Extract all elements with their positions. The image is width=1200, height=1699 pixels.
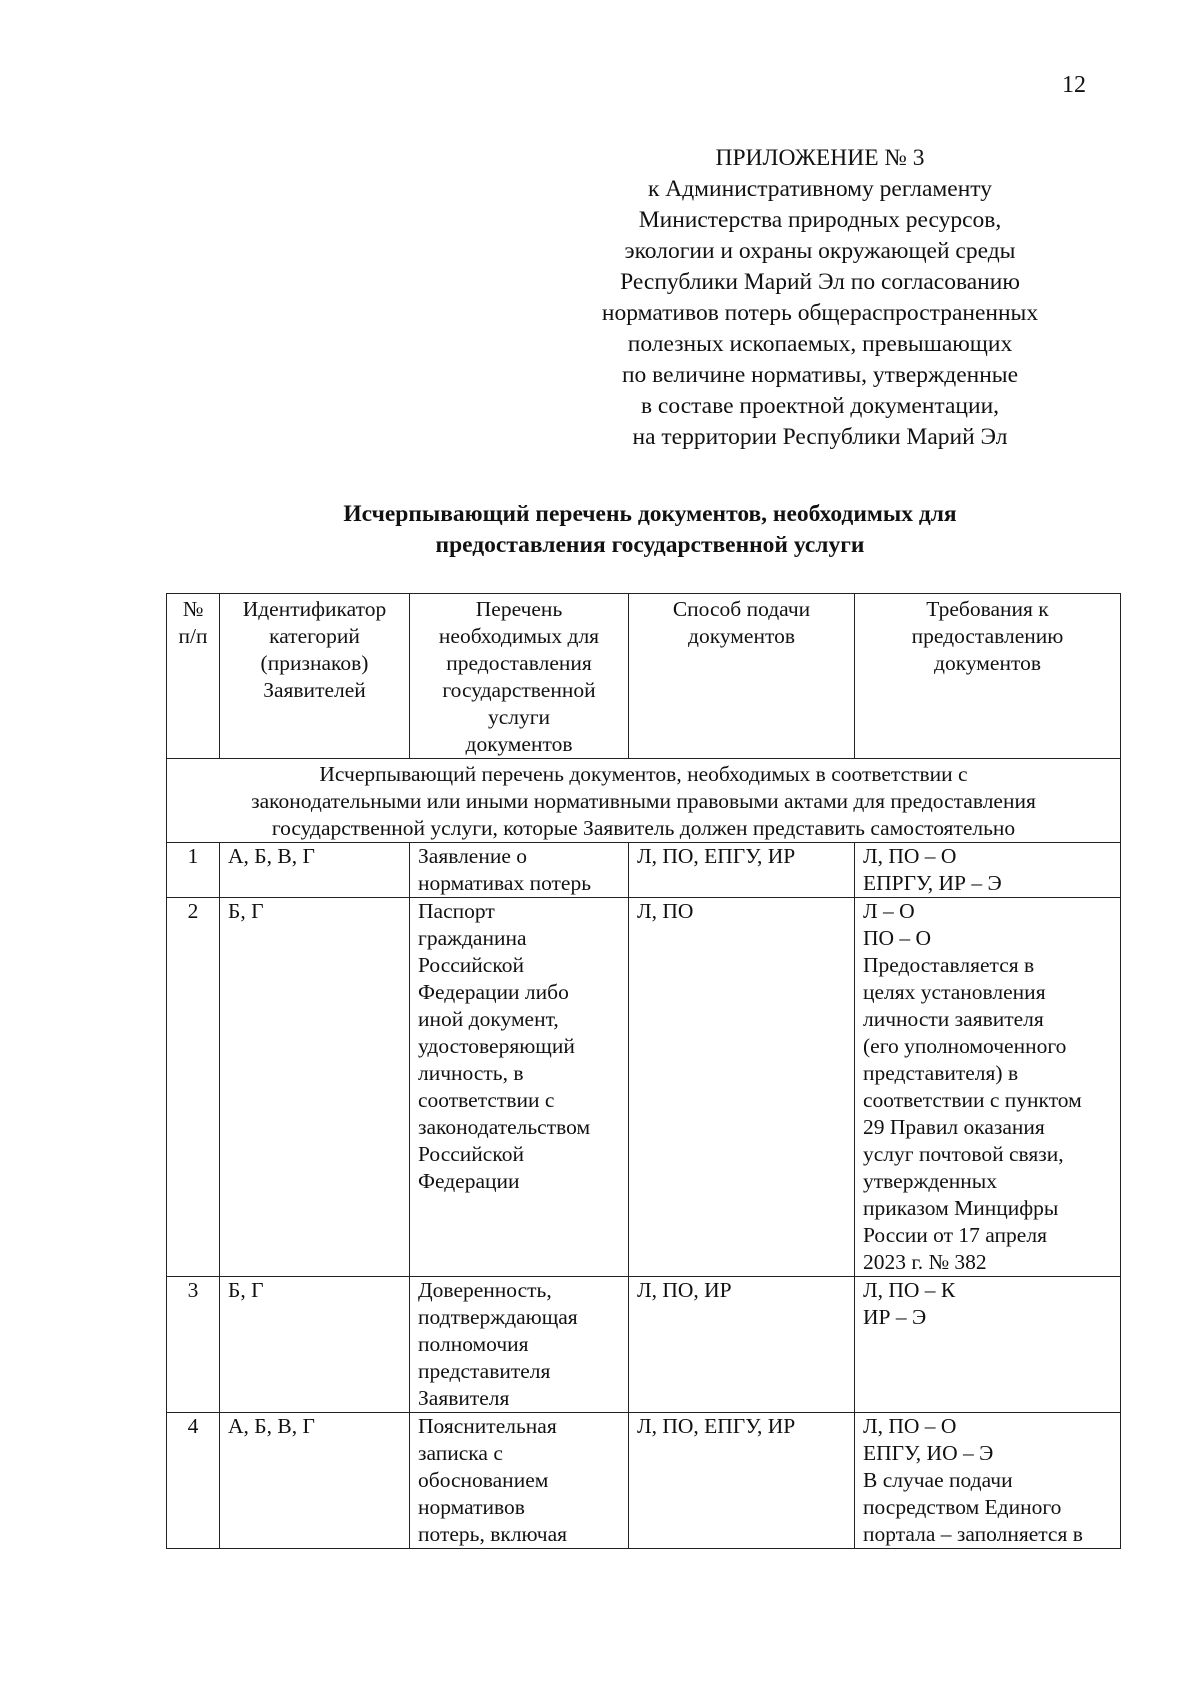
cell-line: соответствии с	[418, 1088, 555, 1112]
cell-line: Л – О	[863, 899, 915, 923]
cell-line: обоснованием	[418, 1468, 549, 1492]
cell-line: посредством Единого	[863, 1495, 1062, 1519]
cell-line: Л, ПО	[637, 899, 694, 923]
cell-line: государственной	[442, 678, 596, 702]
cell-identifier	[220, 1413, 410, 1549]
header-method	[629, 594, 855, 759]
table-row	[167, 1277, 1121, 1413]
cell-line: Российской	[418, 1142, 524, 1166]
cell-requirements	[855, 1413, 1121, 1549]
cell-line: документов	[688, 624, 795, 648]
cell-line: нормативах потерь	[418, 871, 592, 895]
cell-line: Б, Г	[228, 1278, 264, 1302]
appendix-line: Республики Марий Эл по согласованию	[620, 269, 1020, 295]
cell-line: портала – заполняется в	[863, 1522, 1083, 1546]
cell-line: п/п	[178, 624, 208, 648]
title-line: Исчерпывающий перечень документов, необходимых для	[343, 501, 957, 527]
cell-line: Заявителей	[263, 678, 366, 702]
cell-line: иной документ,	[418, 1007, 559, 1031]
cell-method	[629, 1277, 855, 1413]
cell-requirements	[855, 843, 1121, 898]
cell-method	[629, 898, 855, 1277]
cell-line: потерь, включая	[418, 1522, 568, 1546]
cell-line: полномочия	[418, 1332, 529, 1356]
appendix-line: ПРИЛОЖЕНИЕ № 3	[715, 145, 925, 171]
cell-line: (признаков)	[260, 651, 369, 675]
cell-line: ЕПГУ, ИО – Э	[863, 1441, 994, 1465]
cell-identifier	[220, 843, 410, 898]
header-num	[167, 594, 220, 759]
appendix-line: экологии и охраны окружающей среды	[624, 238, 1016, 264]
cell-line: подтверждающая	[418, 1305, 578, 1329]
cell-line: Федерации	[418, 1169, 520, 1193]
cell-line: ЕПРГУ, ИР – Э	[863, 871, 1002, 895]
cell-document	[410, 1413, 629, 1549]
cell-line: Способ подачи	[672, 597, 811, 621]
row-number: 1	[167, 843, 220, 898]
cell-line: услуги	[487, 705, 551, 729]
cell-line: документов	[934, 651, 1041, 675]
cell-requirements	[855, 1277, 1121, 1413]
table-row	[167, 843, 1121, 898]
cell-line: документов	[465, 732, 573, 756]
cell-line: Предоставляется в	[863, 953, 1035, 977]
document-title	[200, 499, 1100, 561]
cell-line: представителя	[418, 1359, 551, 1383]
cell-line: Л, ПО, ЕПГУ, ИР	[637, 1414, 796, 1438]
cell-line: Л, ПО – К	[863, 1278, 956, 1302]
header-requirements	[855, 594, 1121, 759]
cell-line: А, Б, В, Г	[228, 1414, 315, 1438]
cell-line: Исчерпывающий перечень документов, необходимых в соответствии с	[319, 762, 968, 786]
cell-line: целях установления	[863, 980, 1046, 1004]
cell-document	[410, 843, 629, 898]
appendix-line: Министерства природных ресурсов,	[638, 207, 1002, 233]
cell-line: гражданина	[418, 926, 527, 950]
cell-line: законодательством	[418, 1115, 591, 1139]
cell-line: №	[182, 597, 204, 621]
cell-line: Идентификатор	[242, 597, 387, 621]
cell-line: (его уполномоченного	[863, 1034, 1067, 1058]
cell-line: записка с	[418, 1441, 503, 1465]
header-documents	[410, 594, 629, 759]
cell-line: Федерации либо	[418, 980, 569, 1004]
cell-document	[410, 1277, 629, 1413]
cell-line: государственной услуги, которые Заявитель должен представить самостоятельно	[271, 816, 1016, 840]
cell-line: Л, ПО, ИР	[637, 1278, 732, 1302]
appendix-line: по величине нормативы, утвержденные	[621, 362, 1019, 388]
cell-method	[629, 843, 855, 898]
table-header-row	[167, 594, 1121, 759]
cell-requirements	[855, 898, 1121, 1277]
cell-line: услуг почтовой связи,	[863, 1142, 1064, 1166]
cell-line: утвержденных	[863, 1169, 998, 1193]
cell-line: личности заявителя	[863, 1007, 1044, 1031]
appendix-line: полезных ископаемых, превышающих	[627, 331, 1013, 357]
cell-line: В случае подачи	[863, 1468, 1013, 1492]
cell-line: Б, Г	[228, 899, 264, 923]
cell-identifier	[220, 898, 410, 1277]
cell-line: России от 17 апреля	[863, 1223, 1047, 1247]
cell-method	[629, 1413, 855, 1549]
cell-line: Пояснительная	[418, 1414, 557, 1438]
cell-line: приказом Минцифры	[863, 1196, 1059, 1220]
appendix-line: на территории Республики Марий Эл	[632, 424, 1008, 450]
appendix-line: нормативов потерь общераспространенных	[601, 300, 1039, 326]
cell-line: личность, в	[418, 1061, 524, 1085]
cell-line: ПО – О	[863, 926, 932, 950]
appendix-heading	[500, 143, 1140, 453]
cell-line: А, Б, В, Г	[228, 844, 315, 868]
cell-line: 2023 г. № 382	[863, 1250, 987, 1274]
table-row	[167, 898, 1121, 1277]
cell-line: 29 Правил оказания	[863, 1115, 1045, 1139]
cell-document	[410, 898, 629, 1277]
cell-line: предоставления	[446, 651, 592, 675]
cell-line: Доверенность,	[418, 1278, 552, 1302]
row-number: 2	[167, 898, 220, 1277]
section-title-row	[167, 759, 1121, 843]
title-line: предоставления государственной услуги	[435, 532, 865, 558]
cell-line: Л, ПО – О	[863, 1414, 957, 1438]
appendix-line: в составе проектной документации,	[640, 393, 1000, 419]
page-number: 12	[1062, 72, 1086, 98]
row-number: 4	[167, 1413, 220, 1549]
cell-line: нормативов	[418, 1495, 525, 1519]
header-identifier	[220, 594, 410, 759]
cell-line: категорий	[269, 624, 360, 648]
row-number: 3	[167, 1277, 220, 1413]
cell-line: соответствии с пунктом	[863, 1088, 1082, 1112]
cell-line: Российской	[418, 953, 524, 977]
cell-line: представителя) в	[863, 1061, 1019, 1085]
cell-line: Л, ПО, ЕПГУ, ИР	[637, 844, 796, 868]
cell-line: необходимых для	[438, 624, 600, 648]
cell-line: ИР – Э	[863, 1305, 927, 1329]
cell-line: Требования к	[926, 597, 1049, 621]
cell-line: Паспорт	[418, 899, 495, 923]
cell-line: законодательными или иными нормативными правовыми актами для предоставления	[251, 789, 1036, 813]
cell-identifier	[220, 1277, 410, 1413]
cell-line: Л, ПО – О	[863, 844, 957, 868]
cell-line: Заявителя	[418, 1386, 510, 1410]
cell-line: удостоверяющий	[418, 1034, 575, 1058]
appendix-line: к Административному регламенту	[647, 176, 993, 202]
documents-table	[166, 593, 1121, 1549]
cell-line: Перечень	[475, 597, 563, 621]
section-title	[167, 759, 1121, 843]
cell-line: Заявление о	[418, 844, 528, 868]
cell-line: предоставлению	[911, 624, 1064, 648]
table-row	[167, 1413, 1121, 1549]
